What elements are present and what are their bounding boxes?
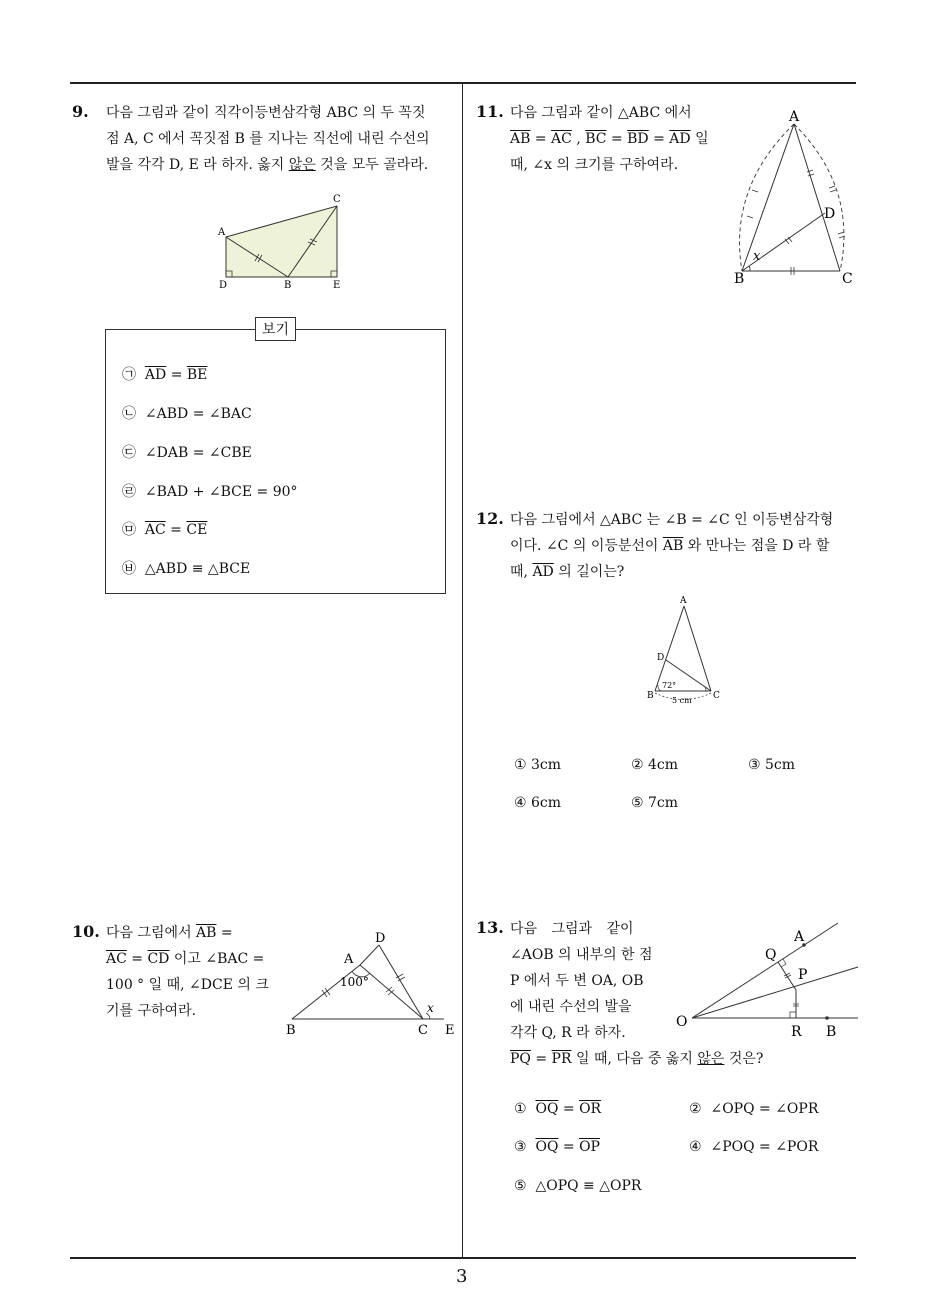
q9-line-1: 다음 그림과 같이 직각이등변삼각형 ABC 의 두 꼭짓 [106, 105, 426, 121]
equals: = [530, 131, 552, 147]
q10-label-b: B [286, 1023, 296, 1038]
bogi-item-2 [122, 403, 252, 423]
q10-label-d: D [375, 931, 386, 946]
q12-angle-72: 72° [662, 681, 677, 690]
q10-line-1-pre: 다음 그림에서 [106, 925, 197, 941]
q11-text [510, 100, 709, 178]
q12-option-1[interactable]: ① 3cm [514, 757, 562, 773]
option-mark: ① [514, 1101, 527, 1117]
bogi-mark-3: ㉢ [122, 445, 136, 461]
q13-option-1[interactable] [514, 1101, 601, 1117]
option-mark: ⑤ [514, 1178, 527, 1194]
equals: = [558, 1101, 580, 1117]
option-mark: ③ [514, 1139, 527, 1155]
q13-label-o: O [676, 1014, 688, 1030]
segment-pq: $\overline{PQ}$ [510, 1051, 531, 1067]
segment-ad: $\overline{AD}$ [532, 564, 554, 580]
q10-label-a: A [344, 952, 354, 967]
bogi-item-4 [122, 481, 298, 501]
q10-figure [282, 928, 462, 1040]
q11-line-3: 때, ∠x 의 크기를 구하여라. [510, 157, 679, 173]
q13-number: 13. [476, 918, 504, 937]
segment-ab: $\overline{AB}$ [196, 925, 217, 941]
q9-text [106, 100, 430, 178]
q12-line-2-pre: 이다. ∠C 의 이등분선이 [510, 538, 663, 554]
segment-bc: $\overline{BC}$ [585, 131, 607, 147]
q12-label-c: C [713, 691, 720, 701]
segment-be: $\overline{BE}$ [186, 367, 208, 383]
q13-label-b: B [826, 1024, 837, 1040]
q9-label-d: D [219, 280, 228, 291]
q12-line-3-post: 의 길이는? [553, 564, 625, 580]
segment-oq: $\overline{OQ}$ [535, 1139, 559, 1155]
segment-ac: $\overline{AC}$ [106, 951, 127, 967]
bogi-text-4: ∠BAD + ∠BCE = 90° [144, 484, 298, 500]
option-mark: ② [689, 1101, 702, 1117]
q13-label-q: Q [765, 947, 777, 963]
segment-ad: $\overline{AD}$ [669, 131, 691, 147]
q10-line-4: 기를 구하여라. [106, 1003, 197, 1019]
segment-op: $\overline{OP}$ [579, 1139, 600, 1155]
q9-underlined-word: 않은 [288, 157, 316, 173]
q13-line-3: P 에서 두 변 OA, OB [510, 973, 644, 989]
q9-label-e: E [333, 280, 341, 291]
q11-line-2 [510, 126, 709, 152]
q12-option-3[interactable]: ③ 5cm [748, 757, 796, 773]
q12-line-3-pre: 때, [510, 564, 533, 580]
q12-label-b: B [647, 691, 654, 701]
q12-line-2-post: 와 만나는 점을 D 라 할 [683, 538, 830, 554]
segment-ac: $\overline{AC}$ [551, 131, 572, 147]
q9-line-2: 점 A, C 에서 꼭짓점 B 를 지나는 직선에 내린 수선의 [106, 131, 430, 147]
q9-line-3-post: 것을 모두 골라라. [315, 157, 429, 173]
bogi-mark-6: ㉥ [122, 561, 136, 577]
bogi-item-5 [122, 519, 207, 539]
option-text: △OPQ ≡ △OPR [535, 1178, 642, 1194]
q11-label-b: B [734, 271, 745, 287]
q9-label-b: B [284, 280, 292, 291]
q11-label-a: A [789, 109, 800, 125]
bogi-mark-4: ㉣ [122, 484, 136, 500]
q9-line-3-pre: 발을 각각 D, E 라 하자. 옳지 [106, 157, 289, 173]
q11-label-d: D [824, 206, 836, 222]
q12-option-2[interactable]: ② 4cm [631, 757, 679, 773]
bogi-text-3: ∠DAB = ∠CBE [144, 445, 252, 461]
equals: = [530, 1051, 552, 1067]
q13-label-p: P [798, 967, 808, 983]
equals: = [126, 951, 148, 967]
bogi-item-3 [122, 442, 252, 462]
q10-label-x: x [427, 1001, 434, 1015]
q13-underlined-word: 않은 [697, 1051, 725, 1067]
bogi-mark-1: ㉠ [122, 367, 136, 383]
equals: = [166, 367, 187, 383]
q11-figure [728, 108, 858, 290]
q10-number: 10. [72, 922, 100, 941]
segment-ab: $\overline{AB}$ [662, 538, 684, 554]
column-divider [462, 82, 463, 1258]
option-text: ∠POQ = ∠POR [710, 1139, 819, 1155]
q13-option-4[interactable] [689, 1139, 818, 1155]
q13-figure [672, 916, 864, 1042]
q11-line-1: 다음 그림과 같이 △ABC 에서 [510, 105, 692, 121]
bogi-item-6 [122, 558, 250, 578]
equals: = [165, 522, 187, 538]
q10-line-3: 100 ° 일 때, ∠DCE 의 크 [106, 977, 269, 993]
equals: = [606, 131, 628, 147]
q11-label-c: C [842, 271, 853, 287]
q9-trapezoid-fill [226, 206, 337, 277]
q12-number: 12. [476, 509, 504, 528]
q11-label-x: x [753, 249, 761, 264]
q13-option-5[interactable] [514, 1178, 641, 1194]
segment-pr: $\overline{PR}$ [551, 1051, 572, 1067]
q12-figure [640, 592, 730, 712]
q13-line-4: 에 내린 수선의 발을 [510, 999, 632, 1015]
q10-line-2 [106, 946, 269, 972]
q13-label-a: A [794, 929, 805, 945]
q10-text [106, 920, 269, 1024]
q13-line-1: 다음 그림과 같이 [510, 921, 634, 937]
bottom-rule [70, 1257, 856, 1259]
q13-line-6-pre: 일 때, 다음 중 옳지 [571, 1051, 698, 1067]
q9-number: 9. [72, 102, 89, 121]
q12-option-5[interactable]: ⑤ 7cm [631, 795, 679, 811]
bogi-title: 보기 [255, 317, 296, 341]
comma: , [571, 131, 586, 147]
option-mark: ④ [689, 1139, 702, 1155]
segment-ab: $\overline{AB}$ [510, 131, 531, 147]
q13-option-2[interactable] [689, 1101, 818, 1117]
bogi-item-1 [122, 364, 207, 384]
q13-option-3[interactable] [514, 1139, 600, 1155]
q10-label-e: E [445, 1023, 455, 1038]
equals: = [558, 1139, 580, 1155]
top-rule [70, 82, 856, 84]
q10-angle-100: 100° [340, 975, 369, 989]
bogi-mark-5: ㉤ [122, 522, 136, 538]
q13-line-5: 각각 Q, R 라 하자. [510, 1025, 626, 1041]
option-text: ∠OPQ = ∠OPR [710, 1101, 819, 1117]
q9-label-c: C [333, 194, 341, 205]
q13-line-6 [510, 1046, 763, 1072]
segment-ac: $\overline{AC}$ [144, 522, 166, 538]
q11-line-2-post: 일 [690, 131, 709, 147]
segment-or: $\overline{OR}$ [579, 1101, 602, 1117]
q11-number: 11. [476, 102, 504, 121]
q12-line-2 [510, 533, 833, 559]
q12-text [510, 507, 833, 585]
page-number: 3 [456, 1266, 468, 1287]
q10-line-1 [106, 920, 269, 946]
q13-line-6-post: 것은? [724, 1051, 764, 1067]
q12-line-1: 다음 그림에서 △ABC 는 ∠B = ∠C 인 이등변삼각형 [510, 512, 834, 528]
q12-length-5cm: 5 cm [672, 696, 692, 705]
q13-line-2: ∠AOB 의 내부의 한 점 [510, 947, 653, 963]
q12-label-d: D [657, 653, 665, 663]
equals: = [648, 131, 670, 147]
bogi-mark-2: ㉡ [122, 406, 136, 422]
q12-option-4[interactable]: ④ 6cm [514, 795, 562, 811]
segment-oq: $\overline{OQ}$ [535, 1101, 559, 1117]
q12-label-a: A [680, 596, 687, 606]
q9-label-a: A [218, 227, 226, 238]
segment-bd: $\overline{BD}$ [627, 131, 649, 147]
q10-line-2-post: 이고 ∠BAC = [169, 951, 265, 967]
segment-ce: $\overline{CE}$ [186, 522, 208, 538]
segment-ad: $\overline{AD}$ [144, 367, 167, 383]
q9-figure [210, 190, 360, 295]
q12-line-3 [510, 559, 833, 585]
q13-label-r: R [791, 1024, 802, 1040]
bogi-text-6: △ABD ≡ △BCE [144, 561, 251, 577]
q10-line-1-post: = [216, 925, 233, 941]
q9-line-3 [106, 152, 430, 178]
segment-cd: $\overline{CD}$ [147, 951, 170, 967]
q10-label-c: C [418, 1023, 428, 1038]
bogi-text-2: ∠ABD = ∠BAC [144, 406, 252, 422]
